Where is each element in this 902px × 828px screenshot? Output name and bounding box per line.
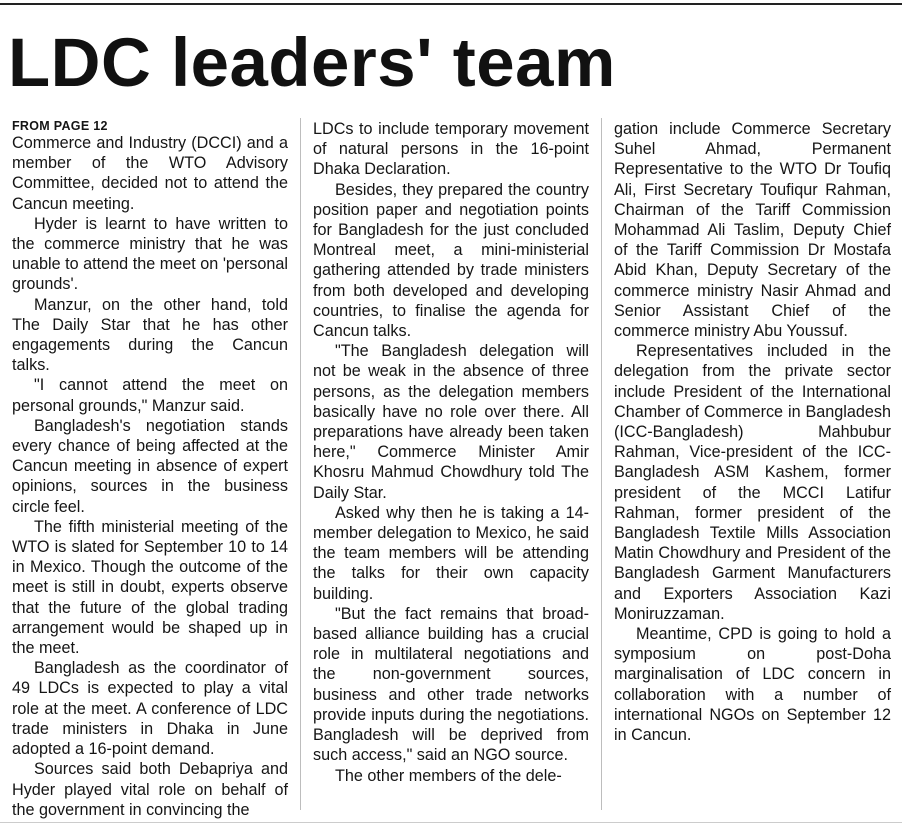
continuation-kicker: FROM PAGE 12: [12, 119, 108, 133]
paragraph: Sources said both Debapriya and Hyder played vital role on behalf of the government in convincing the: [12, 760, 288, 819]
bottom-rule: [0, 822, 902, 823]
article-column-2: [313, 119, 589, 786]
paragraph: Representatives included in the delegation from the private sector include President of the International Chamber of Commerce in Bangladesh (ICC-Bangladesh) Mahbubur Rahman, Vice-president of the ICC-Bangladesh ASM Kashem, former president of the MCCI Latifur Rahman, former president of the Bangladesh Textile Mills Association Matin Chowdhury and President of the Bangladesh Garment Manufacturers and Exporters Association Kazi Moniruzzaman.: [614, 342, 891, 623]
paragraph: Meantime, CPD is going to hold a symposium on post-Doha marginalisation of LDC concern in collaboration with a number of international NGOs on September 12 in Cancun.: [614, 625, 891, 745]
article-column-1: [12, 119, 288, 820]
headline: LDC leaders' team: [8, 24, 616, 101]
paragraph: "I cannot attend the meet on personal grounds," Manzur said.: [12, 376, 288, 415]
paragraph: Asked why then he is taking a 14-member delegation to Mexico, he said the team members will be attending the talks for their own capacity building.: [313, 503, 589, 603]
paragraph: Commerce and Industry (DCCI) and a member of the WTO Advisory Committee, decided not to attend the Cancun meeting.: [12, 134, 288, 213]
paragraph: Manzur, on the other hand, told The Daily Star that he has other engagements during the Cancun talks.: [12, 295, 288, 375]
paragraph: Bangladesh as the coordinator of 49 LDCs is expected to play a vital role at the meet. A conference of LDC trade ministers in Dhaka in June adopted a 16-point demand.: [12, 659, 288, 759]
paragraph: "But the fact remains that broad-based alliance building has a crucial role in multilateral negotiations and the non-government sources, business and other trade networks provide inputs during the negotiations. Bangladesh will be deprived from such access," said an NGO source.: [313, 604, 589, 765]
paragraph: Besides, they prepared the country position paper and negotiation points for Bangladesh for the just concluded Montreal meet, a mini-ministerial gathering attended by trade ministers from both developed and developing countries, to finalise the agenda for Cancun talks.: [313, 180, 589, 341]
column-divider: [300, 118, 301, 810]
paragraph: "The Bangladesh delegation will not be weak in the absence of three persons, as the delegation members basically have no role over there. All preparations have already been taken here," Commerce Minister Amir Khosru Mahmud Chowdhury told The Daily Star.: [313, 342, 589, 502]
top-rule: [0, 3, 902, 5]
paragraph: The other members of the dele-: [335, 766, 562, 785]
column-divider: [601, 118, 602, 810]
paragraph: LDCs to include temporary movement of natural persons in the 16-point Dhaka Declaration.: [313, 120, 589, 179]
paragraph: The fifth ministerial meeting of the WTO is slated for September 10 to 14 in Mexico. Though the outcome of the meet is still in doubt, experts observe that the future of the global trading arrangement would be shaped up in the meet.: [12, 517, 288, 658]
article-column-3: [614, 119, 891, 745]
paragraph: Hyder is learnt to have written to the commerce ministry that he was unable to attend the meet on 'personal grounds'.: [12, 214, 288, 294]
paragraph: Bangladesh's negotiation stands every chance of being affected at the Cancun meeting in absence of expert opinions, sources in the business circle feel.: [12, 416, 288, 516]
paragraph: gation include Commerce Secretary Suhel Ahmad, Permanent Representative to the WTO Dr Toufiq Ali, First Secretary Toufiqur Rahman, Chairman of the Tariff Commission Mohammad Ali Taslim, Deputy Chief of the Tariff Commission Dr Mostafa Abid Khan, Deputy Secretary of the commerce ministry Nasir Ahmad and Senior Assistant Chief of the commerce ministry Abu Youssuf.: [614, 120, 891, 341]
